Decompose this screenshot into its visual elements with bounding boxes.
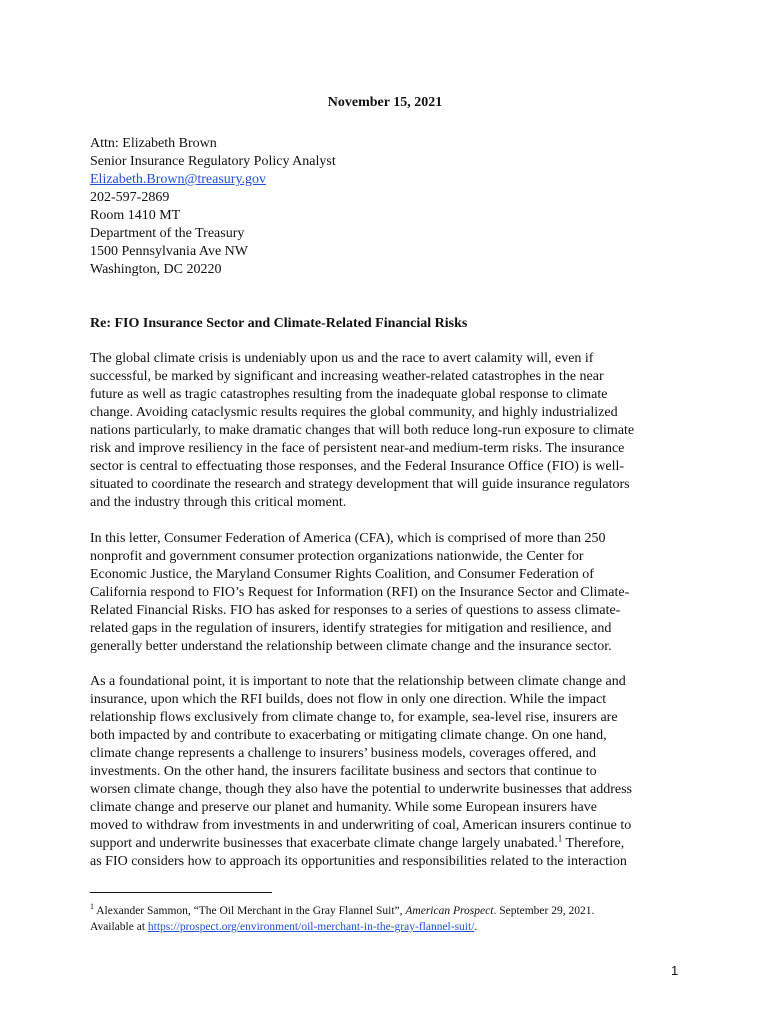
paragraph-line: generally better understand the relationship between climate change and the insurance sector. [90,639,612,654]
paragraph-line: risk and improve resiliency in the face of persistent near-and medium-term risks. The insurance [90,441,625,456]
letter-date: November 15, 2021 [327,95,443,110]
paragraph-1 [90,350,690,512]
footnote-text: . September 29, 2021. [493,905,595,917]
recipient-phone: 202-597-2869 [90,190,170,205]
page-number: 1 [671,963,679,978]
attn-line: Attn: Elizabeth Brown [90,136,217,151]
paragraph-line: successful, be marked by significant and increasing weather-related catastrophes in the near [90,369,604,384]
recipient-city: Washington, DC 20220 [90,262,222,277]
paragraph-line: insurance, upon which the RFI builds, does not flow in only one direction. While the impact [90,692,607,707]
footnote-reference-mark[interactable]: 1 [557,833,563,844]
paragraph-line: nonprofit and government consumer protection organizations nationwide, the Center for [90,549,584,564]
paragraph-line: The global climate crisis is undeniably upon us and the race to avert calamity will, even if [90,351,594,366]
paragraph-line: Related Financial Risks. FIO has asked for responses to a series of questions to assess climate- [90,603,621,618]
footnote-1 [90,903,594,935]
footnote-publication: American Prospect [405,905,494,917]
paragraph-line: investments. On the other hand, the insurers facilitate business and sectors that continue to [90,764,597,779]
subject-line: Re: FIO Insurance Sector and Climate-Related Financial Risks [90,316,468,331]
paragraph-line: As a foundational point, it is important to note that the relationship between climate change and [90,674,626,689]
paragraph-line: and the industry through this critical moment. [90,495,347,510]
paragraph-line: In this letter, Consumer Federation of America (CFA), which is comprised of more than 250 [90,531,606,546]
paragraph-line: moved to withdraw from investments in and underwriting of coal, American insurers continue to [90,818,632,833]
recipient-room: Room 1410 MT [90,208,181,223]
recipient-title: Senior Insurance Regulatory Policy Analyst [90,154,336,169]
paragraph-line: sector is central to effectuating those responses, and the Federal Insurance Office (FIO) is well- [90,459,625,474]
paragraph-2 [90,530,690,656]
paragraph-line: nations particularly, to make dramatic changes that will both reduce long-run exposure to climate [90,423,635,438]
paragraph-text: Therefore, [562,836,625,851]
recipient-address-block [90,135,336,279]
footnote-mark: 1 [90,902,94,912]
paragraph-line: climate change represents a challenge to insurers’ business models, coverages offered, and [90,746,597,761]
recipient-street: 1500 Pennsylvania Ave NW [90,244,248,259]
footnote-text: . [474,921,478,933]
paragraph-line: both impacted by and contribute to exacerbating or mitigating climate change. On one hand, [90,728,607,743]
paragraph-line: as FIO considers how to approach its opportunities and responsibilities related to the interaction [90,854,627,869]
paragraph-line: change. Avoiding cataclysmic results requires the global community, and highly industrialized [90,405,618,420]
paragraph-text: support and underwrite businesses that exacerbate climate change largely unabated. [90,836,558,851]
paragraph-line: future as well as tragic catastrophes resulting from the inadequate global response to climate [90,387,608,402]
footnote-text: Available at [90,921,148,933]
paragraph-line: climate change and preserve our planet and humanity. While some European insurers have [90,800,597,815]
footnote-divider [90,892,272,893]
footnote-text: Alexander Sammon, “The Oil Merchant in the Gray Flannel Suit”, [94,905,406,917]
paragraph-line: situated to coordinate the research and strategy development that will guide insurance regulators [90,477,630,492]
recipient-email-link[interactable]: Elizabeth.Brown@treasury.gov [90,172,267,187]
paragraph-line: relationship flows exclusively from climate change to, for example, sea-level rise, insurers are [90,710,618,725]
paragraph-line: related gaps in the regulation of insurers, identify strategies for mitigation and resilience, and [90,621,612,636]
paragraph-line-with-footnote [90,835,690,853]
paragraph-line: worsen climate change, though they also have the potential to underwrite businesses that address [90,782,632,797]
paragraph-line: California respond to FIO’s Request for Information (RFI) on the Insurance Sector and Climate- [90,585,630,600]
recipient-department: Department of the Treasury [90,226,245,241]
footnote-url-link[interactable]: https://prospect.org/environment/oil-merchant-in-the-gray-flannel-suit/ [147,921,475,933]
paragraph-3 [90,673,690,871]
paragraph-line: Economic Justice, the Maryland Consumer Rights Coalition, and Consumer Federation of [90,567,594,582]
